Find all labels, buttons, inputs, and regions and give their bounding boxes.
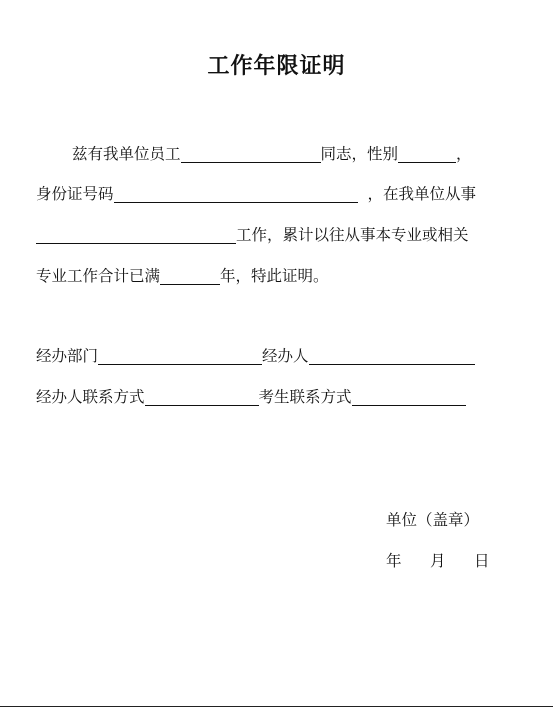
date-day-label: 日 — [474, 552, 490, 570]
page-title: 工作年限证明 — [207, 54, 346, 79]
candidate-contact-label: 考生联系方式 — [258, 388, 352, 406]
work-at-unit-text: ，在我单位从事 — [367, 185, 477, 203]
department-field[interactable] — [98, 346, 262, 365]
page-bottom-border — [0, 706, 553, 707]
handler-row-1 — [36, 344, 475, 368]
paragraph-line-1 — [36, 142, 472, 166]
cumulative-text: 工作，累计以往从事本专业或相关 — [236, 226, 469, 244]
comrade-gender-text: 同志，性别 — [320, 145, 399, 163]
handler-person-field[interactable] — [309, 346, 475, 365]
handler-person-label: 经办人 — [262, 347, 309, 365]
employee-name-field[interactable] — [181, 144, 321, 163]
handler-contact-field[interactable] — [145, 387, 259, 406]
id-number-field[interactable] — [114, 184, 358, 203]
paragraph-line-3 — [36, 223, 469, 247]
comma-text: ， — [456, 145, 472, 163]
total-work-text: 专业工作合计已满 — [36, 267, 161, 285]
job-field[interactable] — [36, 225, 236, 244]
paragraph-line-2 — [36, 182, 476, 206]
department-label: 经办部门 — [36, 347, 99, 365]
unit-seal-label: 单位（盖章） — [386, 511, 480, 529]
certify-text: 年，特此证明。 — [220, 267, 329, 285]
intro-text: 兹有我单位员工 — [72, 145, 181, 163]
id-number-label: 身份证号码 — [36, 185, 114, 203]
years-field[interactable] — [160, 266, 220, 285]
gender-field[interactable] — [398, 144, 456, 163]
date-month-label: 月 — [430, 552, 446, 570]
handler-contact-label: 经办人联系方式 — [36, 388, 145, 406]
handler-row-2 — [36, 385, 466, 409]
date-year-label: 年 — [386, 552, 402, 570]
paragraph-line-4 — [36, 264, 329, 288]
candidate-contact-field[interactable] — [352, 387, 466, 406]
